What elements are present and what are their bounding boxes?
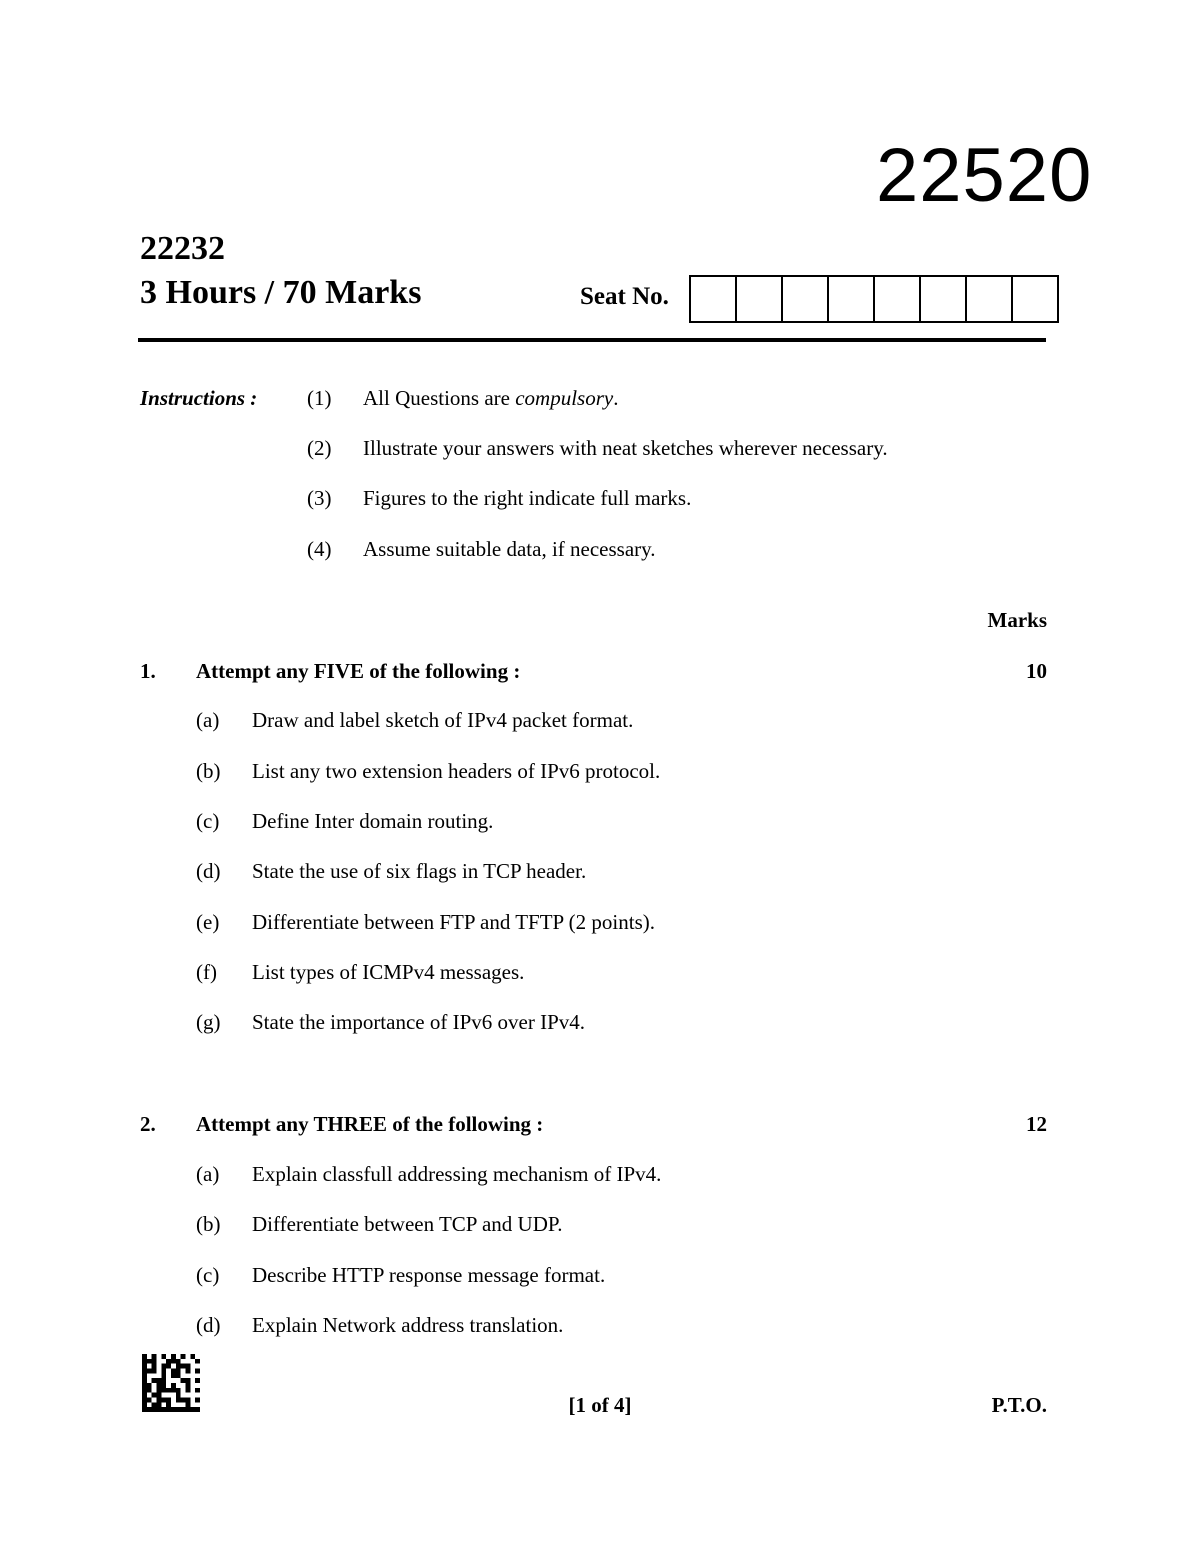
part-label: (f) bbox=[196, 960, 217, 984]
seat-box bbox=[691, 277, 737, 321]
part-label: (g) bbox=[196, 1010, 221, 1034]
instruction-text: All Questions are compulsory. bbox=[363, 386, 619, 410]
page-number: [1 of 4] bbox=[568, 1393, 632, 1417]
marks-column-header: Marks bbox=[987, 608, 1047, 632]
seat-box bbox=[829, 277, 875, 321]
question-number: 2. bbox=[140, 1112, 156, 1136]
instruction-number: (1) bbox=[307, 386, 332, 410]
exam-duration-marks: 3 Hours / 70 Marks bbox=[140, 274, 422, 311]
part-label: (b) bbox=[196, 759, 221, 783]
part-label: (a) bbox=[196, 708, 220, 732]
part-text: Draw and label sketch of IPv4 packet format. bbox=[252, 708, 634, 732]
instruction-number: (4) bbox=[307, 537, 332, 561]
instructions-label: Instructions : bbox=[140, 386, 258, 410]
part-label: (e) bbox=[196, 910, 220, 934]
seat-box bbox=[875, 277, 921, 321]
question-title: Attempt any FIVE of the following : bbox=[196, 659, 521, 683]
instruction-number: (2) bbox=[307, 436, 332, 460]
seat-box bbox=[1013, 277, 1057, 321]
header-divider bbox=[138, 338, 1046, 342]
part-text: Differentiate between FTP and TFTP (2 points). bbox=[252, 910, 656, 934]
part-label: (a) bbox=[196, 1162, 220, 1186]
question-number: 1. bbox=[140, 659, 156, 683]
instruction-text: Assume suitable data, if necessary. bbox=[363, 537, 656, 561]
instruction-text: Figures to the right indicate full marks. bbox=[363, 486, 692, 510]
part-text: State the use of six flags in TCP header. bbox=[252, 859, 587, 883]
part-text: List any two extension headers of IPv6 protocol. bbox=[252, 759, 661, 783]
part-text: State the importance of IPv6 over IPv4. bbox=[252, 1010, 586, 1034]
part-text: List types of ICMPv4 messages. bbox=[252, 960, 525, 984]
part-label: (d) bbox=[196, 859, 221, 883]
part-label: (b) bbox=[196, 1212, 221, 1236]
instruction-text: Illustrate your answers with neat sketches wherever necessary. bbox=[363, 436, 888, 460]
seat-box bbox=[921, 277, 967, 321]
seat-box bbox=[737, 277, 783, 321]
question-title: Attempt any THREE of the following : bbox=[196, 1112, 544, 1136]
please-turn-over: P.T.O. bbox=[991, 1393, 1047, 1417]
part-text: Differentiate between TCP and UDP. bbox=[252, 1212, 563, 1236]
part-text: Explain classfull addressing mechanism of IPv4. bbox=[252, 1162, 662, 1186]
seat-box bbox=[783, 277, 829, 321]
instruction-number: (3) bbox=[307, 486, 332, 510]
part-text: Define Inter domain routing. bbox=[252, 809, 494, 833]
seat-box bbox=[967, 277, 1013, 321]
part-text: Describe HTTP response message format. bbox=[252, 1263, 606, 1287]
part-text: Explain Network address translation. bbox=[252, 1313, 564, 1337]
instruction-emphasis: compulsory bbox=[515, 386, 614, 410]
paper-code: 22232 bbox=[140, 230, 225, 267]
part-label: (d) bbox=[196, 1313, 221, 1337]
seat-number-label: Seat No. bbox=[580, 283, 669, 310]
question-marks: 10 bbox=[1026, 659, 1047, 683]
part-label: (c) bbox=[196, 809, 220, 833]
subject-code: 22520 bbox=[876, 133, 1093, 218]
part-label: (c) bbox=[196, 1263, 220, 1287]
seat-number-boxes bbox=[689, 275, 1059, 323]
question-marks: 12 bbox=[1026, 1112, 1047, 1136]
